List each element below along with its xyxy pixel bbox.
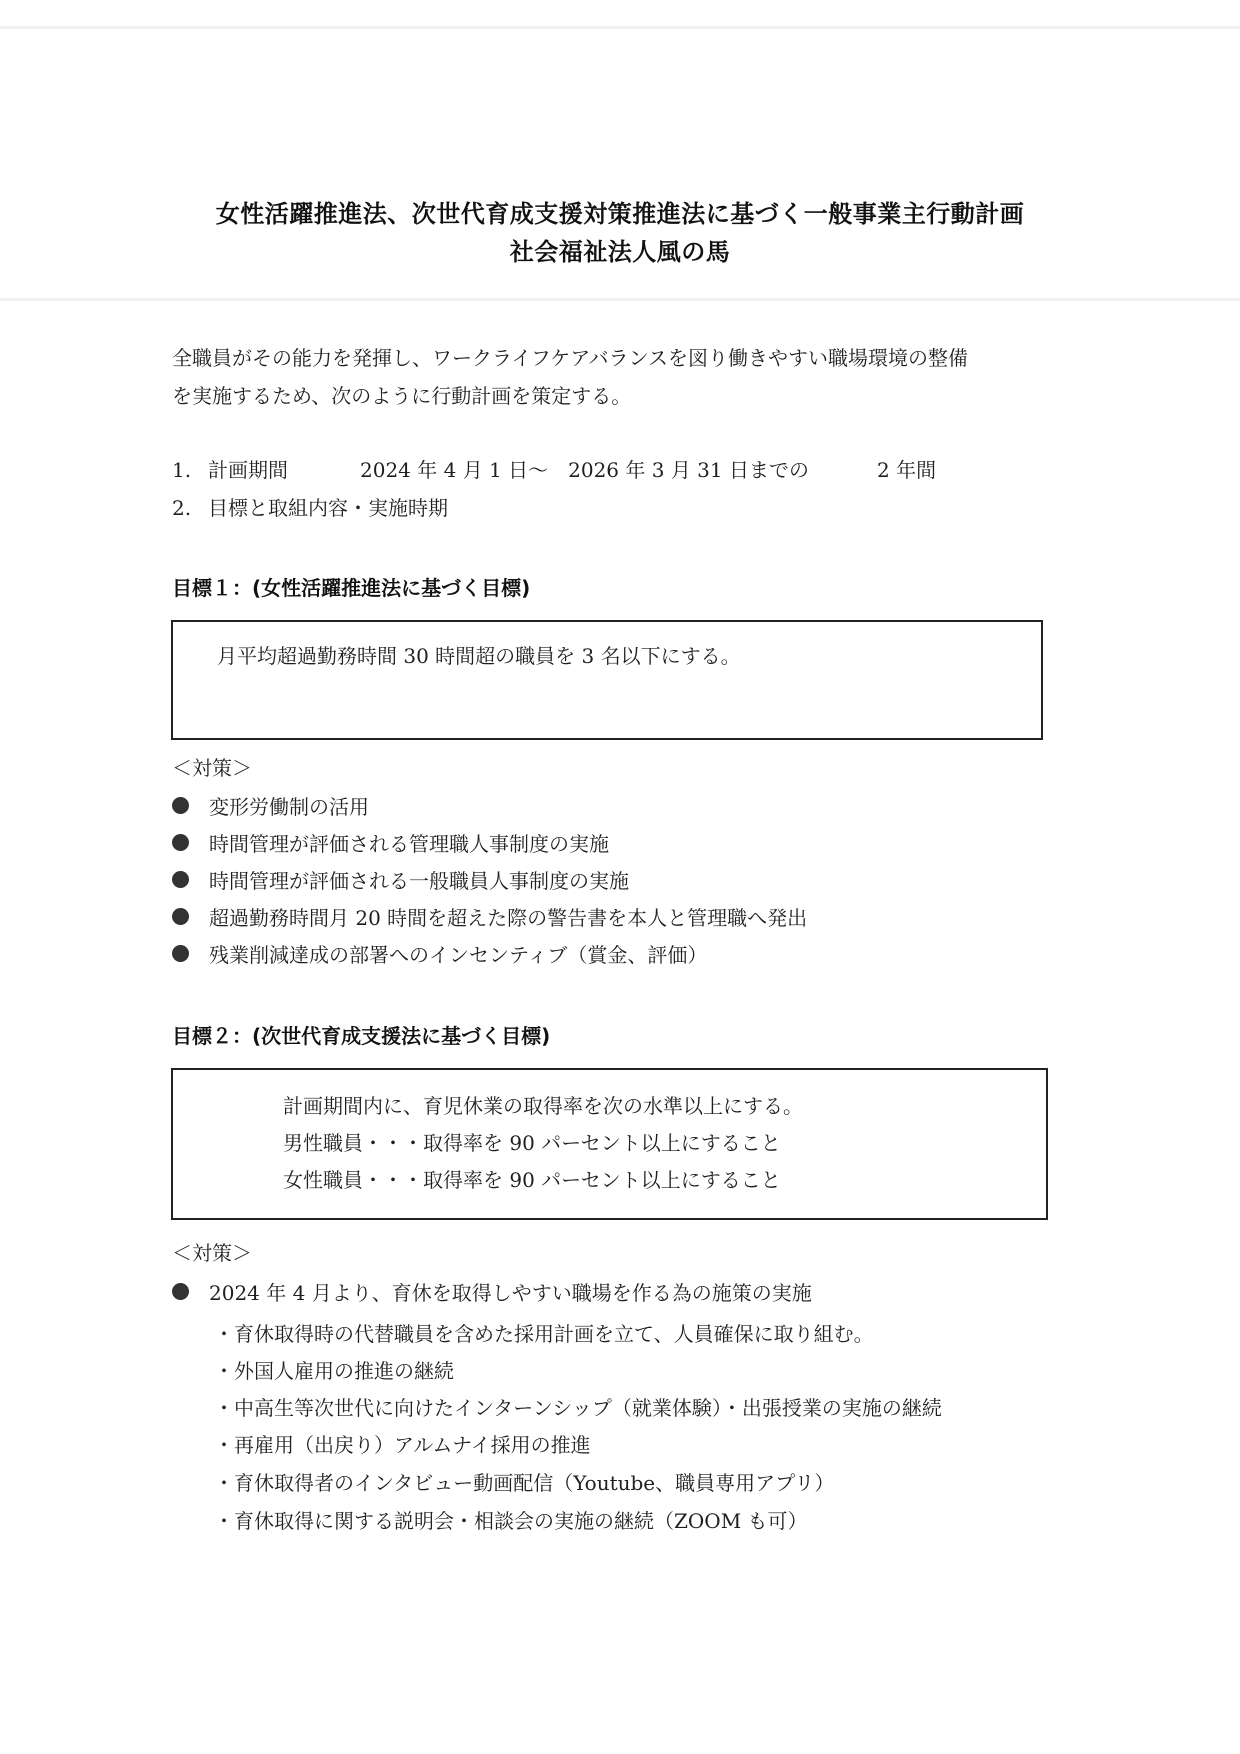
goal-2-sub-measure: ・育休取得者のインタビュー動画配信（Youtube、職員専用アプリ） (214, 1471, 835, 1495)
document-title: 女性活躍推進法、次世代育成支援対策推進法に基づく一般事業主行動計画 (215, 200, 1025, 228)
goal-2-sub-measure: ・育休取得に関する説明会・相談会の実施の継続（ZOOM も可） (214, 1509, 808, 1533)
goal-1-measure-text: 残業削減達成の部署へのインセンティブ（賞金、評価） (209, 942, 708, 967)
goal-2-line: 男性職員・・・取得率を 90 パーセント以上にすること (283, 1131, 781, 1155)
goal-2-sub-measure: ・外国人雇用の推進の継続 (214, 1359, 454, 1383)
goal-1-measure (172, 904, 807, 928)
goal-1-measures-label: ＜対策＞ (172, 756, 252, 780)
bullet-icon (172, 797, 189, 814)
item-1-number: 1. (172, 458, 192, 482)
goal-1-text: 月平均超過勤務時間 30 時間超の職員を 3 名以下にする。 (217, 644, 741, 668)
goal-1-measure (172, 830, 609, 854)
goal-1-box (171, 620, 1043, 740)
goal-1-measure (172, 867, 629, 891)
bullet-icon (172, 1283, 189, 1300)
intro-line-1: 全職員がその能力を発揮し、ワークライフケアバランスを図り働きやすい職場環境の整備 (172, 346, 968, 370)
plan-period-dates: 2024 年 4 月 1 日～ 2026 年 3 月 31 日までの (360, 458, 809, 482)
goal-2-main-measure-text: 2024 年 4 月より、育休を取得しやすい職場を作る為の施策の実施 (209, 1280, 812, 1305)
goal-2-line: 女性職員・・・取得率を 90 パーセント以上にすること (283, 1168, 781, 1192)
scan-divider (0, 298, 1240, 301)
goal-1-measure (172, 793, 369, 817)
goal-2-box (171, 1068, 1048, 1220)
goal-1-measure-text: 時間管理が評価される一般職員人事制度の実施 (209, 868, 629, 893)
item-2-label: 目標と取組内容・実施時期 (208, 496, 448, 520)
goal-2-sub-measure: ・再雇用（出戻り）アルムナイ採用の推進 (214, 1433, 591, 1457)
goal-1-heading: 目標１：(女性活躍推進法に基づく目標) (172, 576, 531, 600)
goal-2-sub-measure: ・中高生等次世代に向けたインターンシップ（就業体験）・出張授業の実施の継続 (214, 1396, 942, 1420)
intro-line-2: を実施するため、次のように行動計画を策定する。 (172, 384, 632, 408)
goal-1-measure-text: 時間管理が評価される管理職人事制度の実施 (209, 831, 609, 856)
bullet-icon (172, 945, 189, 962)
bullet-icon (172, 834, 189, 851)
plan-period-duration: 2 年間 (877, 458, 937, 482)
item-1-label: 計画期間 (208, 458, 288, 482)
goal-1-measure (172, 941, 707, 965)
scan-edge-top (0, 26, 1240, 29)
bullet-icon (172, 871, 189, 888)
goal-1-measure-text: 変形労働制の活用 (209, 794, 369, 819)
goal-2-heading: 目標２：(次世代育成支援法に基づく目標) (172, 1024, 551, 1048)
goal-2-main-measure (172, 1279, 812, 1303)
goal-1-measure-text: 超過勤務時間月 20 時間を超えた際の警告書を本人と管理職へ発出 (209, 905, 808, 930)
bullet-icon (172, 908, 189, 925)
goal-2-measures-label: ＜対策＞ (172, 1241, 252, 1265)
goal-2-line: 計画期間内に、育児休業の取得率を次の水準以上にする。 (283, 1094, 803, 1118)
organization-name: 社会福祉法人風の馬 (509, 238, 731, 266)
item-2-number: 2. (172, 496, 192, 520)
goal-2-sub-measure: ・育休取得時の代替職員を含めた採用計画を立て、人員確保に取り組む。 (214, 1322, 874, 1346)
